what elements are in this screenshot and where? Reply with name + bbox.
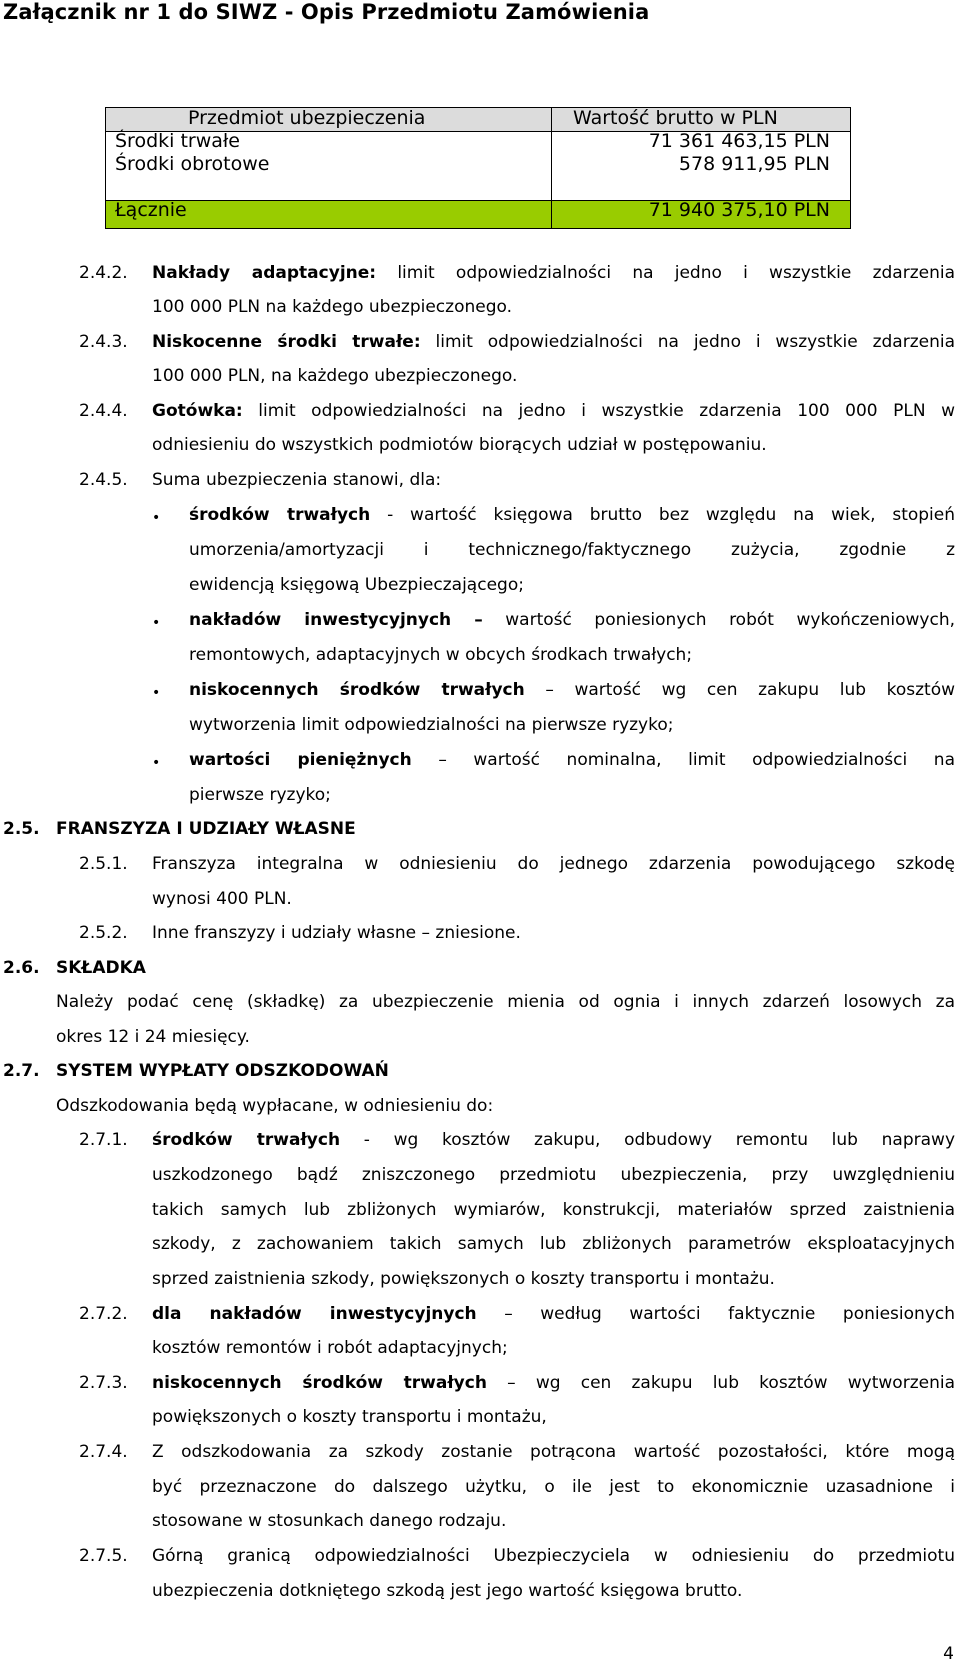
line-text: - wartość księgowa brutto bez względu na wiek, stopień <box>387 505 956 525</box>
section-number: 2.7.3. <box>79 1373 128 1393</box>
section-2-7-4-line1: Z odszkodowania za szkody zostanie potrącona wartość pozostałości, które mogą <box>152 1442 955 1462</box>
paragraph-bold: środków trwałych <box>152 1130 341 1150</box>
table-divider <box>551 108 552 228</box>
section-2-6-line2: okres 12 i 24 miesięcy. <box>56 1027 250 1047</box>
line-text: – według wartości faktycznie poniesionych <box>504 1304 955 1324</box>
section-2-7-4-line3: stosowane w stosunkach danego rodzaju. <box>152 1511 507 1531</box>
line-text: – wg cen zakupu lub kosztów wytworzenia <box>507 1373 955 1393</box>
bullet-icon: • <box>152 685 161 701</box>
bullet-1-line1 <box>189 505 955 525</box>
section-2-6-title: SKŁADKA <box>56 958 146 978</box>
bullet-icon: • <box>152 755 161 771</box>
table-row-label: Środki trwałe <box>115 130 240 152</box>
table-total-value: 71 940 375,10 PLN <box>648 199 830 221</box>
section-2-7-3-line1 <box>152 1373 955 1393</box>
line-text: limit odpowiedzialności na jedno i wszystkie zdarzenia <box>435 332 956 352</box>
paragraph-bold: niskocennych środków trwałych <box>152 1373 487 1393</box>
section-number: 2.7. <box>3 1061 40 1081</box>
section-2-4-5-text: Suma ubezpieczenia stanowi, dla: <box>152 470 442 490</box>
bullet-1-line3: ewidencją księgową Ubezpieczającego; <box>189 575 524 595</box>
bullet-1-line2: umorzenia/amortyzacji i technicznego/faktycznego zużycia, zgodnie z <box>189 540 955 560</box>
section-2-7-2-line2: kosztów remontów i robót adaptacyjnych; <box>152 1338 508 1358</box>
table-col1-header: Przedmiot ubezpieczenia <box>188 107 426 129</box>
bullet-icon: • <box>152 615 161 631</box>
section-2-4-2-line2: 100 000 PLN na każdego ubezpieczonego. <box>152 297 512 317</box>
section-number: 2.7.1. <box>79 1130 128 1150</box>
section-2-7-intro: Odszkodowania będą wypłacane, w odniesieniu do: <box>56 1096 494 1116</box>
line-text: wartość poniesionych robót wykończeniowych, <box>505 610 955 630</box>
table-row-value: 578 911,95 PLN <box>678 153 830 175</box>
section-2-7-1-line2: uszkodzonego bądź zniszczonego przedmiotu ubezpieczenia, przy uwzględnieniu <box>152 1165 955 1185</box>
section-2-4-2-line1 <box>152 263 955 283</box>
section-2-7-title: SYSTEM WYPŁATY ODSZKODOWAŃ <box>56 1061 389 1081</box>
bullet-4-line2: pierwsze ryzyko; <box>189 785 331 805</box>
bullet-4-line1 <box>189 750 955 770</box>
table-col2-header: Wartość brutto w PLN <box>573 107 778 129</box>
insurance-table <box>105 107 851 229</box>
line-text: – wartość wg cen zakupu lub kosztów <box>545 680 956 700</box>
bullet-icon: • <box>152 510 161 526</box>
section-2-7-1-line5: sprzed zaistnienia szkody, powiększonych o koszty transportu i montażu. <box>152 1269 775 1289</box>
section-2-7-1-line1 <box>152 1130 955 1150</box>
section-number: 2.5.2. <box>79 923 128 943</box>
page-number: 4 <box>943 1644 954 1664</box>
line-text: - wg kosztów zakupu, odbudowy remontu lub naprawy <box>363 1130 956 1150</box>
paragraph-bold: dla nakładów inwestycyjnych <box>152 1304 477 1324</box>
section-number: 2.4.2. <box>79 263 128 283</box>
table-row-label: Środki obrotowe <box>115 153 270 175</box>
bullet-bold: wartości pieniężnych <box>189 750 412 770</box>
section-2-5-2-line1: Inne franszyzy i udziały własne – zniesione. <box>152 923 521 943</box>
bullet-bold: środków trwałych <box>189 505 371 525</box>
section-title: Niskocenne środki trwałe: <box>152 332 421 352</box>
section-2-7-2-line1 <box>152 1304 955 1324</box>
section-2-4-3-line1 <box>152 332 955 352</box>
bullet-2-line1 <box>189 610 955 630</box>
bullet-3-line1 <box>189 680 955 700</box>
section-number: 2.5. <box>3 819 40 839</box>
section-number: 2.7.2. <box>79 1304 128 1324</box>
section-2-5-1-line1: Franszyza integralna w odniesieniu do jednego zdarzenia powodującego szkodę <box>152 854 955 874</box>
line-text: limit odpowiedzialności na jedno i wszystkie zdarzenia 100 000 PLN w <box>258 401 955 421</box>
table-row-value: 71 361 463,15 PLN <box>648 130 830 152</box>
document-header: Załącznik nr 1 do SIWZ - Opis Przedmiotu Zamówienia <box>3 0 650 24</box>
section-2-7-1-line4: szkody, z zachowaniem takich samych lub zbliżonych parametrów eksploatacyjnych <box>152 1234 955 1254</box>
section-title: Nakłady adaptacyjne: <box>152 263 377 283</box>
section-number: 2.7.4. <box>79 1442 128 1462</box>
bullet-bold: nakładów inwestycyjnych – <box>189 610 483 630</box>
section-number: 2.7.5. <box>79 1546 128 1566</box>
section-2-4-3-line2: 100 000 PLN, na każdego ubezpieczonego. <box>152 366 518 386</box>
table-total-label: Łącznie <box>115 199 187 221</box>
section-2-4-4-line2: odniesieniu do wszystkich podmiotów biorących udział w postępowaniu. <box>152 435 767 455</box>
line-text: – wartość nominalna, limit odpowiedzialności na <box>438 750 955 770</box>
bullet-2-line2: remontowych, adaptacyjnych w obcych środkach trwałych; <box>189 645 693 665</box>
section-title: Gotówka: <box>152 401 243 421</box>
section-2-4-4-line1 <box>152 401 955 421</box>
section-2-6-line1: Należy podać cenę (składkę) za ubezpieczenie mienia od ognia i innych zdarzeń losowych za <box>56 992 955 1012</box>
bullet-3-line2: wytworzenia limit odpowiedzialności na pierwsze ryzyko; <box>189 715 674 735</box>
section-2-7-3-line2: powiększonych o koszty transportu i montażu, <box>152 1407 547 1427</box>
section-2-7-1-line3: takich samych lub zbliżonych wymiarów, konstrukcji, materiałów sprzed zaistnienia <box>152 1200 955 1220</box>
bullet-bold: niskocennych środków trwałych <box>189 680 525 700</box>
section-2-7-5-line2: ubezpieczenia dotkniętego szkodą jest jego wartość księgowa brutto. <box>152 1581 743 1601</box>
section-number: 2.5.1. <box>79 854 128 874</box>
section-2-5-1-line2: wynosi 400 PLN. <box>152 889 292 909</box>
section-number: 2.4.3. <box>79 332 128 352</box>
section-number: 2.4.4. <box>79 401 128 421</box>
section-2-7-5-line1: Górną granicą odpowiedzialności Ubezpieczyciela w odniesieniu do przedmiotu <box>152 1546 955 1566</box>
section-2-7-4-line2: być przeznaczone do dalszego użytku, o ile jest to ekonomicznie uzasadnione i <box>152 1477 955 1497</box>
section-number: 2.4.5. <box>79 470 128 490</box>
line-text: limit odpowiedzialności na jedno i wszystkie zdarzenia <box>397 263 956 283</box>
section-number: 2.6. <box>3 958 40 978</box>
section-2-5-title: FRANSZYZA I UDZIAŁY WŁASNE <box>56 819 356 839</box>
